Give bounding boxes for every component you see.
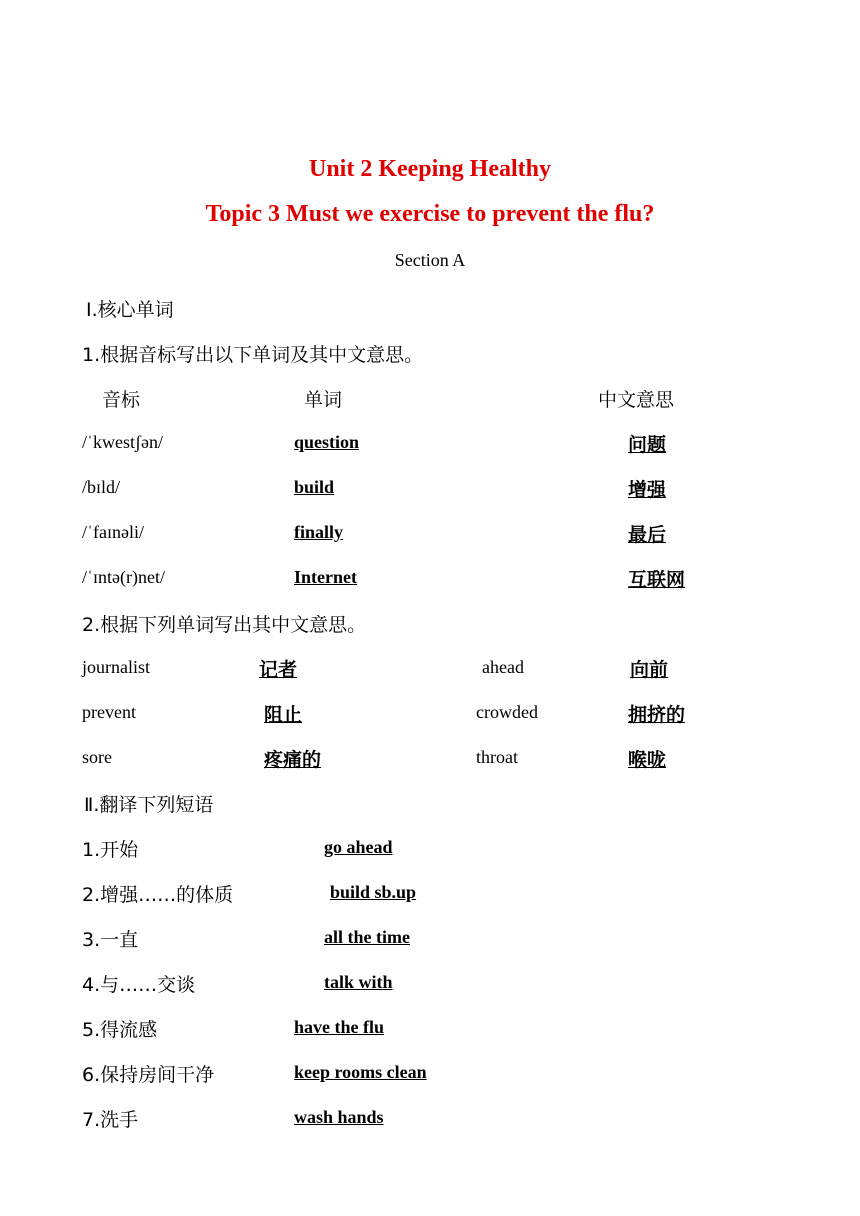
unit-title: Unit 2 Keeping Healthy (308, 156, 551, 182)
q2-instruction: 2.根据下列单词写出其中文意思。 (82, 614, 367, 636)
phrase-prompt: 4.与……交谈 (82, 974, 196, 996)
meaning-answer: 疼痛的 (264, 749, 322, 771)
phonetic-cell: /bɪld/ (82, 477, 121, 497)
phonetic-cell: /ˈɪntə(r)net/ (82, 567, 165, 587)
word-answer: question (294, 432, 360, 452)
col-word-header: 单词 (304, 389, 343, 411)
col-meaning-header: 中文意思 (598, 389, 675, 411)
phrase-answer: build sb.up (330, 882, 417, 902)
part2-heading: Ⅱ.翻译下列短语 (84, 794, 214, 816)
meaning-answer: 互联网 (628, 569, 686, 591)
word-answer: Internet (294, 567, 357, 587)
phonetic-cell: /ˈfaɪnəli/ (82, 522, 144, 542)
part1-heading: Ⅰ.核心单词 (86, 299, 174, 321)
meaning-answer: 增强 (628, 479, 667, 501)
word-answer: build (294, 477, 335, 497)
word-cell: ahead (482, 657, 524, 677)
meaning-answer: 记者 (259, 659, 298, 681)
word-answer: finally (294, 522, 344, 542)
phrase-answer: wash hands (294, 1107, 384, 1127)
word-cell: journalist (82, 657, 150, 677)
phonetic-cell: /ˈkwestʃən/ (82, 432, 163, 452)
meaning-answer: 最后 (628, 524, 667, 546)
section-label: Section A (394, 250, 466, 270)
col-phonetic-header: 音标 (102, 389, 141, 411)
phrase-answer: keep rooms clean (294, 1062, 427, 1082)
meaning-answer: 阻止 (264, 704, 303, 726)
word-cell: throat (476, 747, 518, 767)
phrase-prompt: 3.一直 (82, 929, 139, 951)
phrase-answer: all the time (324, 927, 410, 947)
q1-instruction: 1.根据音标写出以下单词及其中文意思。 (82, 344, 424, 366)
phrase-prompt: 5.得流感 (82, 1019, 158, 1041)
phrase-prompt: 7.洗手 (82, 1109, 139, 1131)
phrase-answer: talk with (324, 972, 393, 992)
phrase-prompt: 2.增强……的体质 (82, 884, 234, 906)
word-cell: crowded (476, 702, 538, 722)
word-cell: prevent (82, 702, 136, 722)
phrase-answer: have the flu (294, 1017, 384, 1037)
phrase-prompt: 1.开始 (82, 839, 139, 861)
meaning-answer: 喉咙 (628, 749, 667, 771)
meaning-answer: 向前 (630, 659, 669, 681)
topic-title: Topic 3 Must we exercise to prevent the flu? (205, 201, 655, 227)
phrase-answer: go ahead (324, 837, 393, 857)
meaning-answer: 拥挤的 (628, 704, 686, 726)
meaning-answer: 问题 (628, 434, 667, 456)
phrase-prompt: 6.保持房间干净 (82, 1064, 215, 1086)
word-cell: sore (82, 747, 112, 767)
